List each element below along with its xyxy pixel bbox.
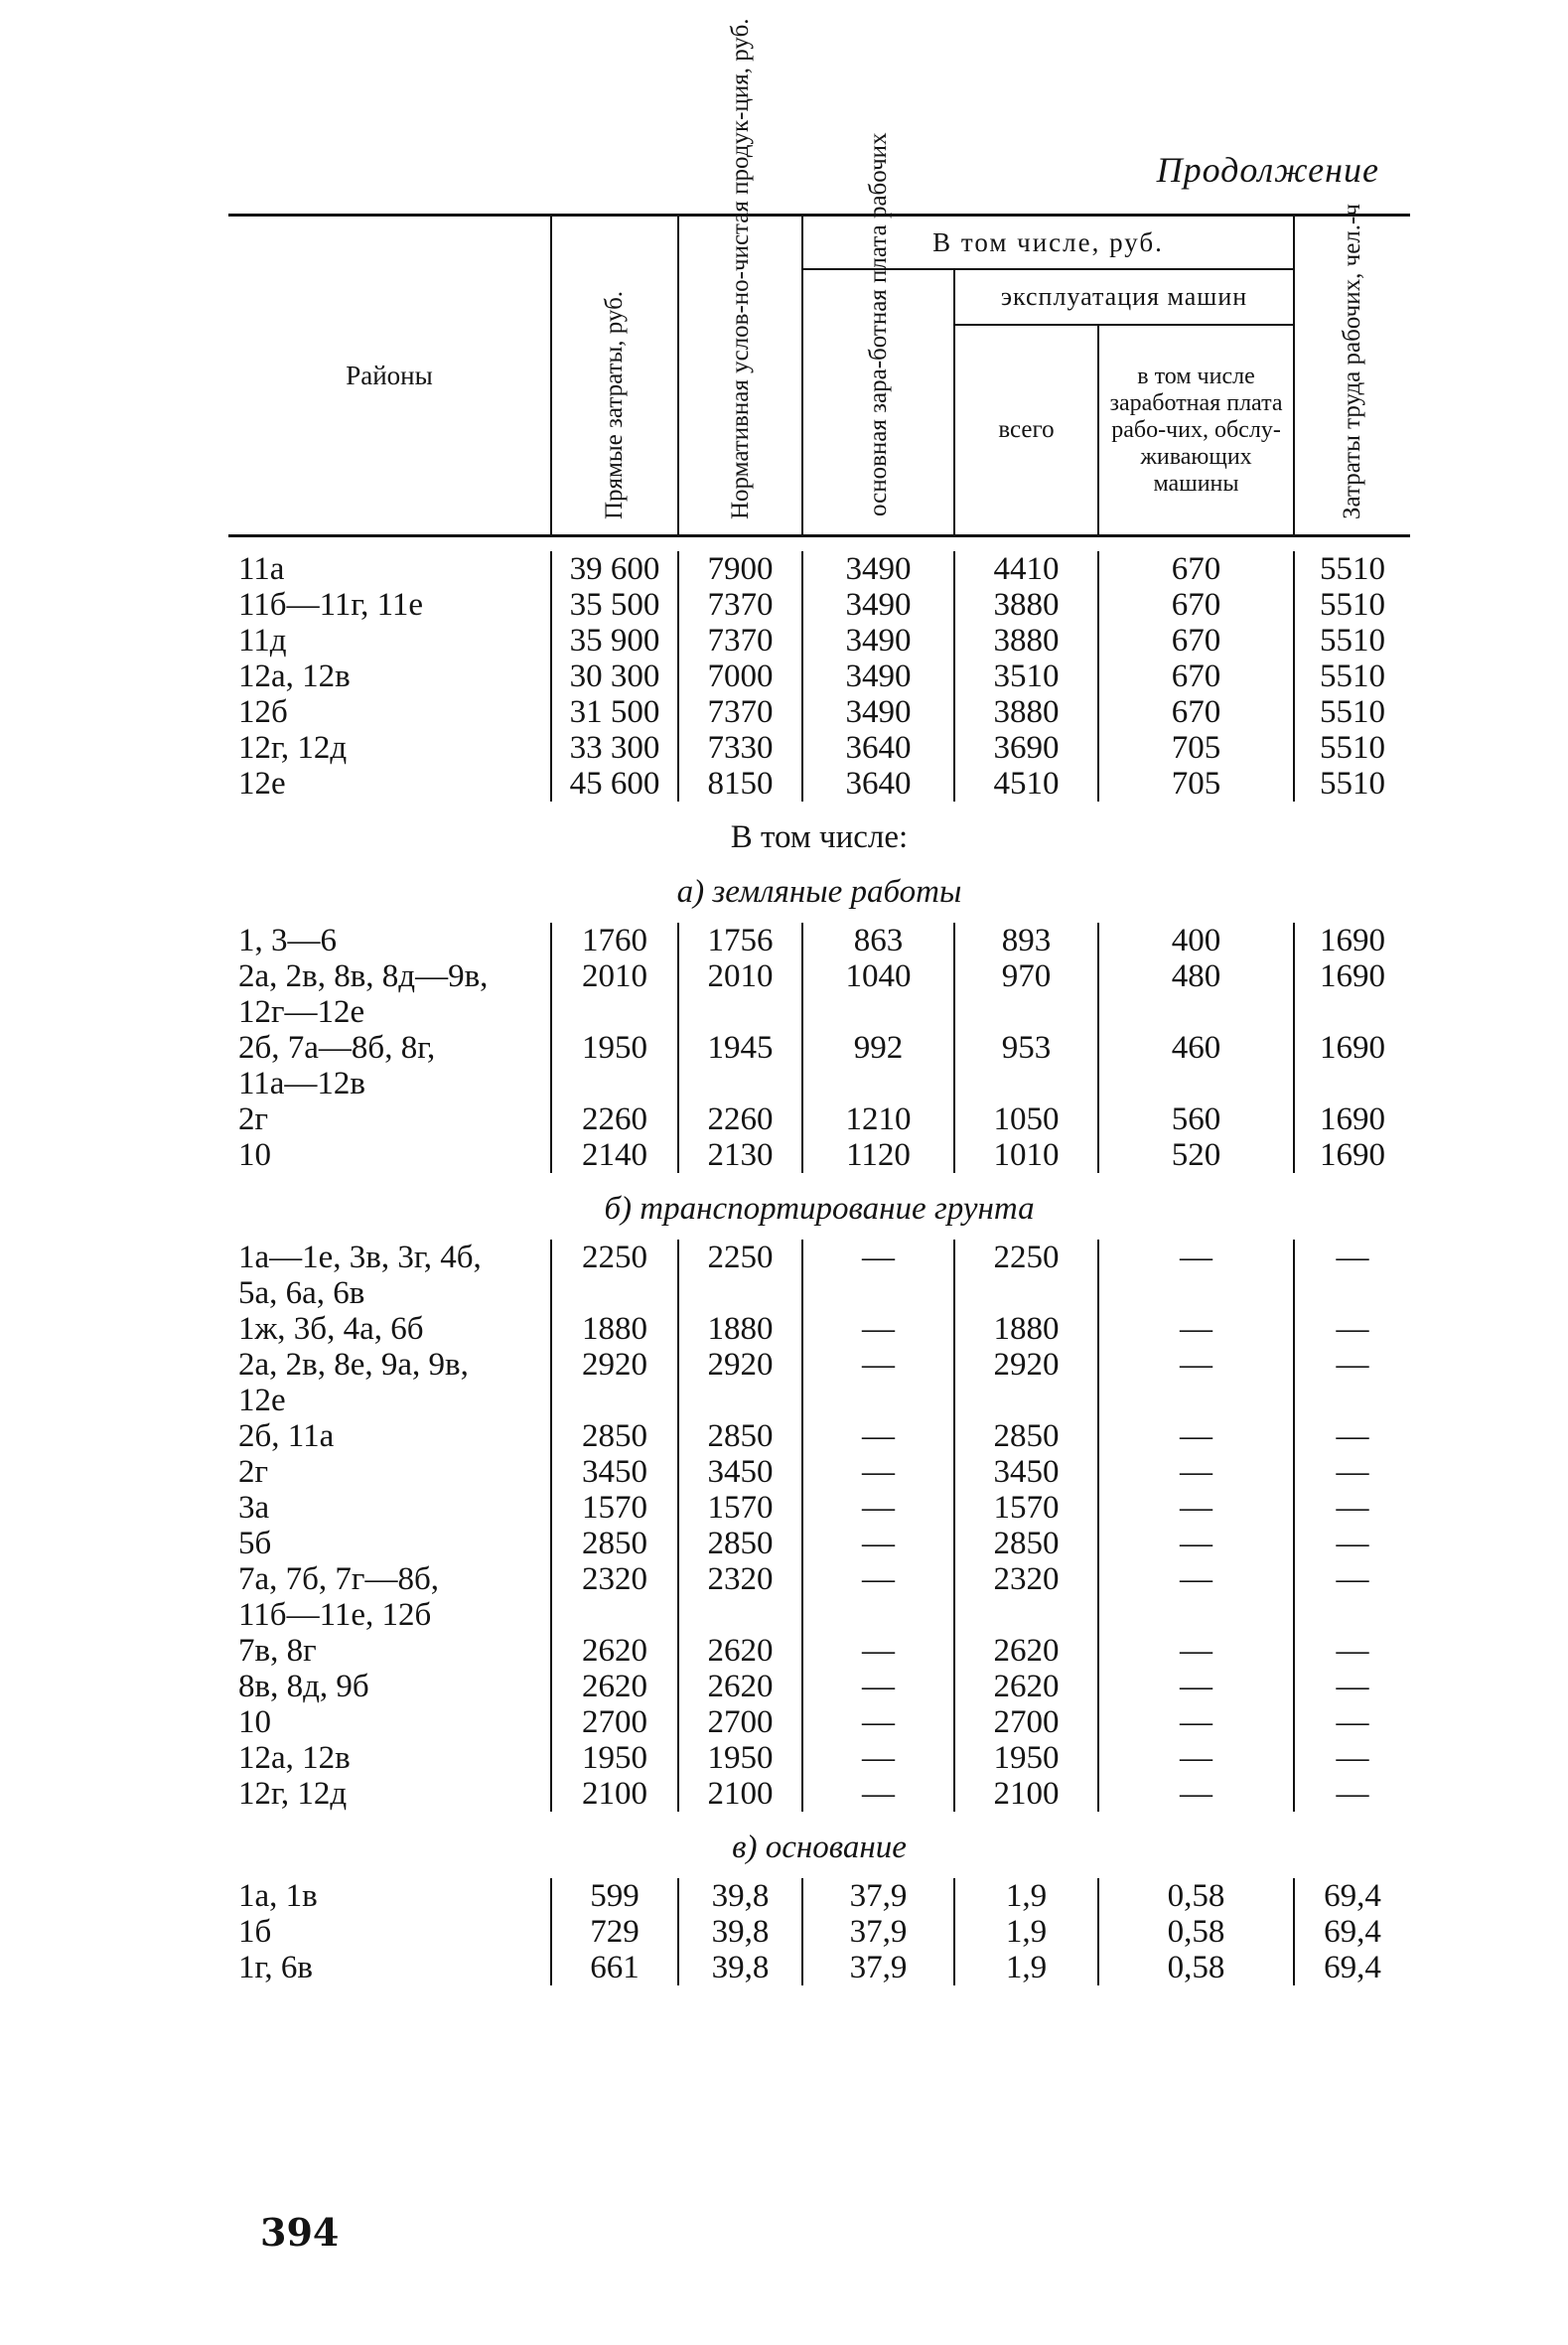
cell-value: — xyxy=(1180,1669,1213,1704)
cell-value: 1210 xyxy=(845,1101,912,1137)
cell-value: 2850 xyxy=(582,1418,647,1454)
cell-value: 37,9 xyxy=(849,1914,908,1950)
value-column-1 xyxy=(551,1240,678,1812)
region-label: 11а—12в xyxy=(238,1066,366,1101)
cell-value: 670 xyxy=(1171,694,1221,730)
value-column-1 xyxy=(551,551,678,802)
cell-value: 2850 xyxy=(582,1526,647,1561)
region-label: 10 xyxy=(238,1137,271,1173)
cell-value: 1950 xyxy=(993,1740,1060,1776)
cell-value: 1570 xyxy=(707,1490,774,1526)
cell-value: 7000 xyxy=(707,659,774,694)
section-subtitle-row xyxy=(228,1812,1410,1878)
header-labor-costs: Затраты труда рабочих, чел.-ч xyxy=(1294,216,1410,536)
section-subtitle-row xyxy=(228,1173,1410,1240)
table-body xyxy=(228,536,1410,1986)
region-label: 2г xyxy=(238,1454,269,1490)
region-label: 1а—1е, 3в, 3г, 4б, xyxy=(238,1240,482,1275)
cell-value: 7370 xyxy=(707,587,774,623)
value-column-6 xyxy=(1294,1240,1410,1812)
cell-value: 1756 xyxy=(707,923,774,958)
value-column-6 xyxy=(1294,551,1410,802)
cell-value: 69,4 xyxy=(1324,1950,1381,1985)
value-column-4 xyxy=(954,551,1098,802)
cell-value: 705 xyxy=(1171,766,1221,802)
cell-value: — xyxy=(1336,1704,1369,1740)
cell-value: — xyxy=(862,1454,895,1490)
cell-value: — xyxy=(1180,1740,1213,1776)
cell-value: 2620 xyxy=(582,1633,647,1669)
value-column-3 xyxy=(802,1878,954,1985)
cell-value: 3640 xyxy=(845,730,912,766)
cell-value: 2250 xyxy=(993,1240,1060,1275)
cell-value: 2130 xyxy=(707,1137,774,1173)
cell-value: — xyxy=(862,1561,895,1597)
cell-value: 37,9 xyxy=(849,1950,908,1985)
region-label: 10 xyxy=(238,1704,271,1740)
cell-value: 1880 xyxy=(993,1311,1060,1347)
cell-value: — xyxy=(1336,1240,1369,1275)
cell-value: 1950 xyxy=(582,1030,647,1066)
section-title-row xyxy=(228,802,1410,856)
cell-value: 3490 xyxy=(845,587,912,623)
cell-value: 69,4 xyxy=(1324,1914,1381,1950)
cell-value: 3450 xyxy=(707,1454,774,1490)
section-subtitle: в) основание xyxy=(732,1830,907,1865)
cell-value: 520 xyxy=(1171,1137,1221,1173)
cell-value: 1570 xyxy=(993,1490,1060,1526)
region-label: 12г—12е xyxy=(238,994,365,1030)
cell-value: 3690 xyxy=(993,730,1060,766)
region-label: 3а xyxy=(238,1490,270,1526)
cell-value: 69,4 xyxy=(1324,1878,1381,1914)
cell-value: 1690 xyxy=(1320,1030,1386,1066)
value-column-2 xyxy=(678,1878,802,1985)
cell-value: 2250 xyxy=(582,1240,647,1275)
region-label: 2г xyxy=(238,1101,269,1137)
region-label: 12г, 12д xyxy=(238,1776,348,1812)
cell-value: 2850 xyxy=(993,1526,1060,1561)
cell-value: 1,9 xyxy=(1005,1914,1048,1950)
region-label: 11б—11г, 11е xyxy=(238,587,424,623)
cell-value: 1880 xyxy=(582,1311,647,1347)
cell-value: 39,8 xyxy=(711,1878,770,1914)
value-column-3 xyxy=(802,923,954,1173)
cell-value: 7370 xyxy=(707,623,774,659)
header-regions: Районы xyxy=(228,216,551,536)
value-column-1 xyxy=(551,923,678,1173)
cell-value: — xyxy=(1180,1633,1213,1669)
cell-value: 39 600 xyxy=(569,551,660,587)
section-subtitle: а) земляные работы xyxy=(676,874,962,910)
region-label: 12б xyxy=(238,694,288,730)
header-base-wage: основная зара-ботная плата рабочих xyxy=(802,269,954,536)
section-data-row xyxy=(228,551,1410,802)
cell-value: 670 xyxy=(1171,623,1221,659)
cell-value: — xyxy=(1336,1669,1369,1704)
cell-value: 1945 xyxy=(707,1030,774,1066)
cell-value: — xyxy=(1336,1490,1369,1526)
cell-value: 1040 xyxy=(845,958,912,994)
section-data-row xyxy=(228,923,1410,1173)
cell-value: 1120 xyxy=(846,1137,911,1173)
cell-value: 2850 xyxy=(707,1526,774,1561)
header-direct-costs: Прямые затраты, руб. xyxy=(551,216,678,536)
cell-value: — xyxy=(862,1347,895,1383)
cell-value: 2320 xyxy=(707,1561,774,1597)
cell-value: 5510 xyxy=(1320,766,1386,802)
region-label: 1г, 6в xyxy=(238,1950,313,1985)
region-label: 8в, 8д, 9б xyxy=(238,1669,369,1704)
header-including: В том числе, руб. xyxy=(802,216,1294,270)
cell-value: 3490 xyxy=(845,659,912,694)
cell-value: 2620 xyxy=(993,1633,1060,1669)
cell-value: 460 xyxy=(1171,1030,1221,1066)
cell-value: 3880 xyxy=(993,587,1060,623)
value-column-3 xyxy=(802,1240,954,1812)
cell-value: 3450 xyxy=(582,1454,647,1490)
cell-value: 35 900 xyxy=(569,623,660,659)
cell-value: 705 xyxy=(1171,730,1221,766)
cell-value: 7370 xyxy=(707,694,774,730)
section-title: В том числе: xyxy=(730,819,909,855)
cell-value: 1880 xyxy=(707,1311,774,1347)
cell-value: 863 xyxy=(853,923,904,958)
cell-value: — xyxy=(1336,1561,1369,1597)
cell-value: 8150 xyxy=(707,766,774,802)
cell-value: 670 xyxy=(1171,587,1221,623)
region-label: 7в, 8г xyxy=(238,1633,317,1669)
region-label: 5а, 6а, 6в xyxy=(238,1275,365,1311)
cell-value: 893 xyxy=(1001,923,1052,958)
cell-value: 2100 xyxy=(707,1776,774,1812)
region-label: 1б xyxy=(238,1914,272,1950)
cell-value: 5510 xyxy=(1320,730,1386,766)
value-column-2 xyxy=(678,1240,802,1812)
cell-value: — xyxy=(1180,1561,1213,1597)
cell-value: 2100 xyxy=(582,1776,647,1812)
value-column-3 xyxy=(802,551,954,802)
region-column xyxy=(228,551,551,802)
cell-value: 3490 xyxy=(845,551,912,587)
cell-value: 33 300 xyxy=(569,730,660,766)
cell-value: 1570 xyxy=(582,1490,647,1526)
value-column-5 xyxy=(1098,1878,1294,1985)
cell-value: — xyxy=(1180,1347,1213,1383)
cell-value: 1690 xyxy=(1320,958,1386,994)
cell-value: — xyxy=(862,1418,895,1454)
cell-value: 1760 xyxy=(582,923,647,958)
cell-value: — xyxy=(1180,1490,1213,1526)
region-label: 12г, 12д xyxy=(238,730,348,766)
cell-value: 1950 xyxy=(707,1740,774,1776)
region-label: 1а, 1в xyxy=(238,1878,318,1914)
value-column-1 xyxy=(551,1878,678,1985)
cell-value: — xyxy=(1180,1418,1213,1454)
value-column-2 xyxy=(678,923,802,1173)
cell-value: 2320 xyxy=(993,1561,1060,1597)
cell-value: — xyxy=(1336,1633,1369,1669)
cell-value: 4510 xyxy=(993,766,1060,802)
cell-value: — xyxy=(1336,1526,1369,1561)
cell-value: 2010 xyxy=(582,958,647,994)
region-label: 2б, 11а xyxy=(238,1418,335,1454)
cell-value: 1050 xyxy=(993,1101,1060,1137)
cell-value: 31 500 xyxy=(569,694,660,730)
cell-value: 45 600 xyxy=(569,766,660,802)
cell-value: — xyxy=(862,1669,895,1704)
cell-value: 0,58 xyxy=(1167,1950,1225,1985)
cell-value: 5510 xyxy=(1320,694,1386,730)
cell-value: — xyxy=(1336,1418,1369,1454)
cell-value: — xyxy=(1336,1776,1369,1812)
cell-value: — xyxy=(862,1240,895,1275)
cell-value: 7330 xyxy=(707,730,774,766)
header-normative-output: Нормативная услов-но-чистая продук-ция, руб. xyxy=(678,216,802,536)
cell-value: 0,58 xyxy=(1167,1914,1225,1950)
cell-value: 2700 xyxy=(582,1704,647,1740)
cell-value: 2620 xyxy=(707,1669,774,1704)
region-label: 11б—11е, 12б xyxy=(238,1597,432,1633)
cell-value: 670 xyxy=(1171,551,1221,587)
cell-value: 1690 xyxy=(1320,923,1386,958)
cell-value: 5510 xyxy=(1320,551,1386,587)
cell-value: 3880 xyxy=(993,623,1060,659)
region-column xyxy=(228,1878,551,1985)
cell-value: — xyxy=(862,1490,895,1526)
region-column xyxy=(228,1240,551,1812)
cell-value: 3880 xyxy=(993,694,1060,730)
section-data-row xyxy=(228,1878,1410,1985)
cell-value: — xyxy=(1336,1740,1369,1776)
cell-value: 3490 xyxy=(845,623,912,659)
cell-value: 2700 xyxy=(993,1704,1060,1740)
cell-value: 2260 xyxy=(582,1101,647,1137)
region-label: 1, 3—6 xyxy=(238,923,337,958)
region-label: 12а, 12в xyxy=(238,659,351,694)
section-data-row xyxy=(228,1240,1410,1812)
region-label: 2а, 2в, 8в, 8д—9в, xyxy=(238,958,489,994)
region-label: 2а, 2в, 8е, 9а, 9в, xyxy=(238,1347,469,1383)
cell-value: 560 xyxy=(1171,1101,1221,1137)
region-label: 2б, 7а—8б, 8г, xyxy=(238,1030,436,1066)
value-column-5 xyxy=(1098,1240,1294,1812)
value-column-6 xyxy=(1294,1878,1410,1985)
cell-value: 992 xyxy=(853,1030,904,1066)
section-subtitle: б) транспортирование грунта xyxy=(604,1191,1035,1227)
cell-value: — xyxy=(862,1311,895,1347)
cell-value: 2250 xyxy=(707,1240,774,1275)
value-column-6 xyxy=(1294,923,1410,1173)
cell-value: — xyxy=(1336,1454,1369,1490)
cell-value: 2850 xyxy=(707,1418,774,1454)
cell-value: 661 xyxy=(590,1950,640,1985)
cell-value: 3450 xyxy=(993,1454,1060,1490)
cell-value: 5510 xyxy=(1320,623,1386,659)
region-label: 1ж, 3б, 4а, 6б xyxy=(238,1311,424,1347)
cell-value: 2100 xyxy=(993,1776,1060,1812)
cell-value: 480 xyxy=(1171,958,1221,994)
cell-value: — xyxy=(1180,1526,1213,1561)
cell-value: 1950 xyxy=(582,1740,647,1776)
cell-value: 3490 xyxy=(845,694,912,730)
region-label: 12е xyxy=(238,1383,286,1418)
value-column-4 xyxy=(954,1240,1098,1812)
region-label: 12е xyxy=(238,766,286,802)
cell-value: 2920 xyxy=(993,1347,1060,1383)
value-column-5 xyxy=(1098,923,1294,1173)
cell-value: 3510 xyxy=(993,659,1060,694)
cell-value: — xyxy=(1180,1704,1213,1740)
cell-value: 729 xyxy=(590,1914,640,1950)
cell-value: 2140 xyxy=(582,1137,647,1173)
region-label: 7а, 7б, 7г—8б, xyxy=(238,1561,440,1597)
region-column xyxy=(228,923,551,1173)
cell-value: 37,9 xyxy=(849,1878,908,1914)
cell-value: — xyxy=(1336,1311,1369,1347)
cell-value: — xyxy=(1180,1454,1213,1490)
value-column-4 xyxy=(954,1878,1098,1985)
cell-value: — xyxy=(1336,1347,1369,1383)
cell-value: 2700 xyxy=(707,1704,774,1740)
cell-value: 39,8 xyxy=(711,1914,770,1950)
cell-value: 5510 xyxy=(1320,659,1386,694)
cell-value: 2920 xyxy=(582,1347,647,1383)
cell-value: — xyxy=(1180,1311,1213,1347)
cell-value: 599 xyxy=(590,1878,640,1914)
page-number: 394 xyxy=(260,2210,340,2255)
cell-value: — xyxy=(862,1776,895,1812)
cell-value: 2010 xyxy=(707,958,774,994)
section-subtitle-row xyxy=(228,856,1410,923)
region-label: 11д xyxy=(238,623,287,659)
cell-value: 2620 xyxy=(707,1633,774,1669)
cell-value: 1690 xyxy=(1320,1101,1386,1137)
cell-value: — xyxy=(862,1704,895,1740)
cell-value: 2850 xyxy=(993,1418,1060,1454)
cell-value: 2620 xyxy=(993,1669,1060,1704)
cell-value: 3640 xyxy=(845,766,912,802)
cell-value: 0,58 xyxy=(1167,1878,1225,1914)
cell-value: 7900 xyxy=(707,551,774,587)
cell-value: 970 xyxy=(1001,958,1052,994)
value-column-2 xyxy=(678,551,802,802)
cell-value: — xyxy=(1180,1240,1213,1275)
cell-value: 400 xyxy=(1171,923,1221,958)
continuation-label: Продолжение xyxy=(1156,150,1379,190)
cell-value: 670 xyxy=(1171,659,1221,694)
cell-value: 4410 xyxy=(993,551,1060,587)
header-machine-operation: эксплуатация машин xyxy=(954,269,1294,325)
cell-value: 2320 xyxy=(582,1561,647,1597)
value-column-4 xyxy=(954,923,1098,1173)
cell-value: 35 500 xyxy=(569,587,660,623)
header-total: всего xyxy=(954,325,1098,536)
cell-value: 39,8 xyxy=(711,1950,770,1985)
region-label: 12а, 12в xyxy=(238,1740,351,1776)
cell-value: 1,9 xyxy=(1005,1878,1048,1914)
value-column-5 xyxy=(1098,551,1294,802)
cell-value: — xyxy=(862,1633,895,1669)
region-label: 5б xyxy=(238,1526,272,1561)
cell-value: 2620 xyxy=(582,1669,647,1704)
cell-value: 1,9 xyxy=(1005,1950,1048,1985)
cell-value: 953 xyxy=(1001,1030,1052,1066)
cell-value: 2260 xyxy=(707,1101,774,1137)
region-label: 11а xyxy=(238,551,285,587)
cell-value: 30 300 xyxy=(569,659,660,694)
cell-value: — xyxy=(862,1740,895,1776)
cell-value: 1690 xyxy=(1320,1137,1386,1173)
cell-value: — xyxy=(862,1526,895,1561)
header-incl-wage: в том числе заработная плата рабо-чих, обслу-живающих машины xyxy=(1098,325,1294,536)
cell-value: 5510 xyxy=(1320,587,1386,623)
cell-value: 2920 xyxy=(707,1347,774,1383)
cell-value: 1010 xyxy=(993,1137,1060,1173)
cell-value: — xyxy=(1180,1776,1213,1812)
